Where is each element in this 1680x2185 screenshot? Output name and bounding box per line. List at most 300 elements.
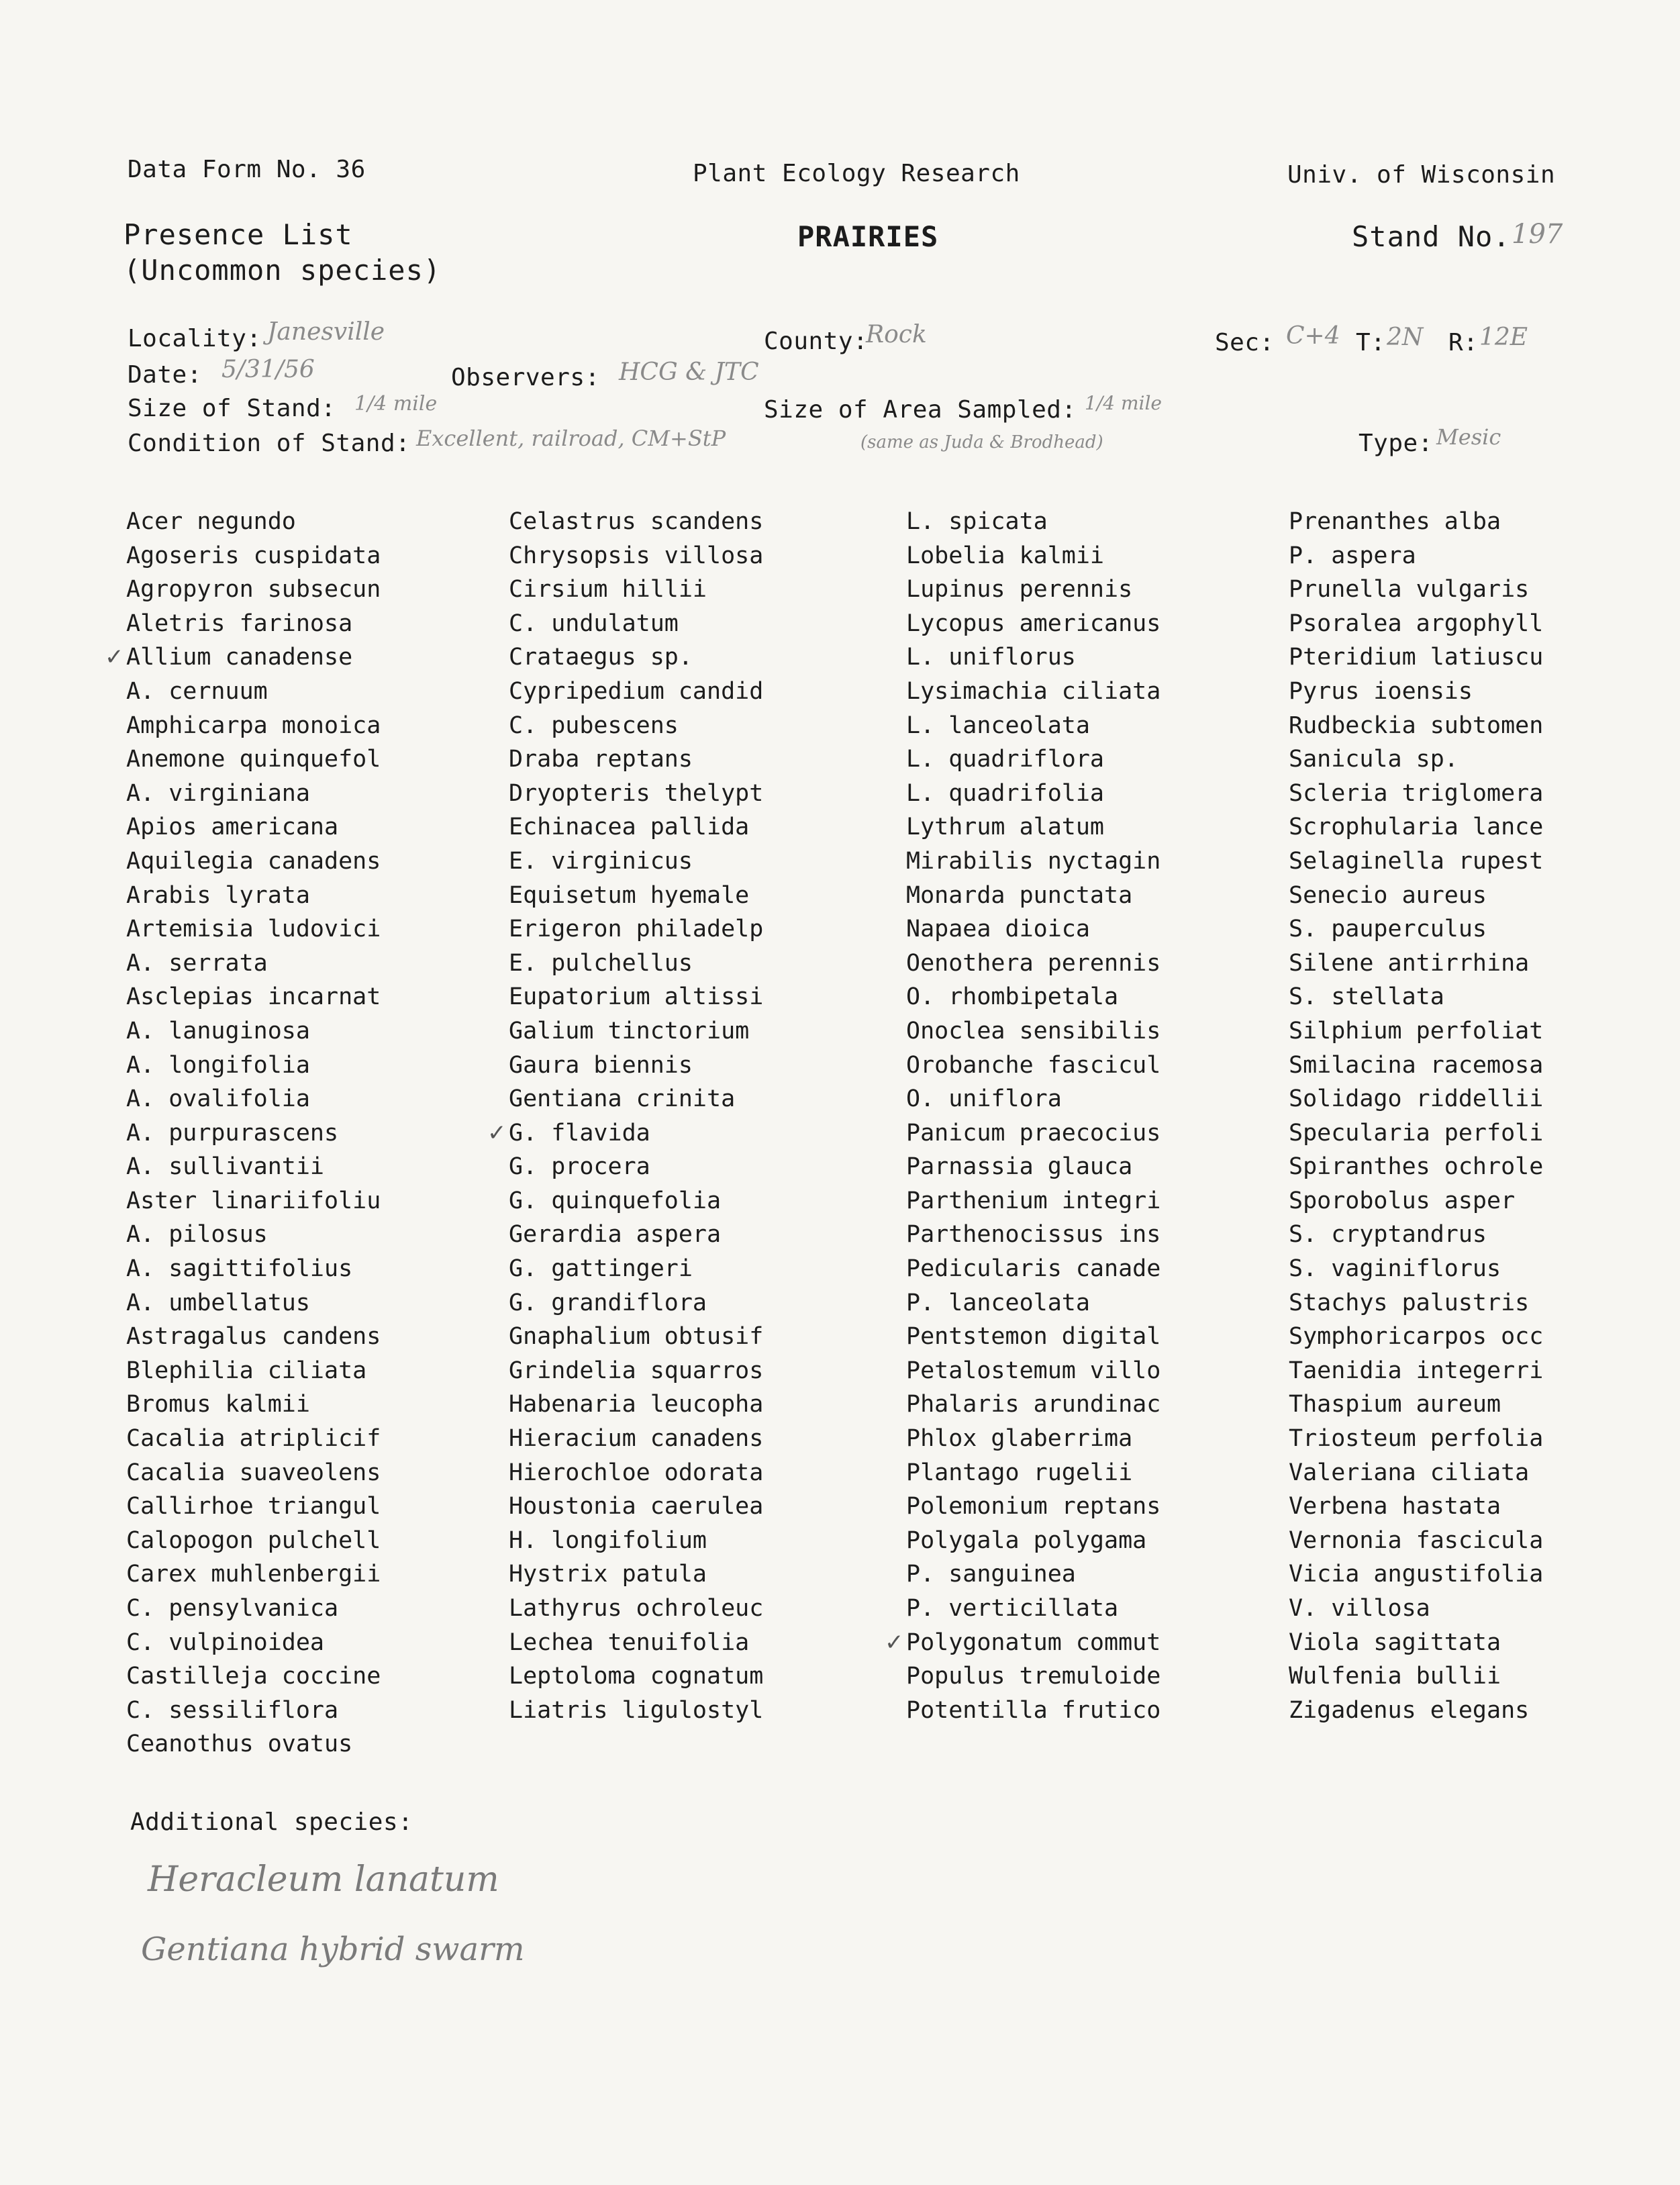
species-item (509, 980, 763, 1014)
observers-value: HCG & JTC (619, 358, 759, 386)
university: Univ. of Wisconsin (1287, 161, 1556, 189)
sec-label: Sec: (1215, 329, 1275, 356)
species-name: Carex muhlenbergii (126, 1561, 381, 1588)
species-name: Mirabilis nyctagin (906, 847, 1161, 875)
species-item (509, 1049, 763, 1083)
species-name: Artemisia ludovici (126, 916, 381, 943)
species-item (1289, 912, 1543, 946)
condition-value: Excellent, railroad, CM+StP (416, 426, 726, 451)
species-name: L. lanceolata (906, 712, 1090, 739)
r-value: 12E (1479, 324, 1528, 351)
species-name: Amphicarpa monoica (126, 712, 381, 739)
species-item (126, 1694, 381, 1728)
species-name: Polygonatum commut (906, 1629, 1161, 1656)
species-name: H. longifolium (509, 1526, 707, 1554)
species-name: V. villosa (1289, 1595, 1430, 1622)
condition-note: (same as Juda & Brodhead) (860, 432, 1103, 452)
species-item (509, 1354, 763, 1388)
additional-species-entry: Gentiana hybrid swarm (141, 1931, 525, 1968)
species-item (906, 1252, 1160, 1286)
species-name: Wulfenia bullii (1289, 1663, 1501, 1690)
species-name: Arabis lyrata (126, 881, 310, 909)
species-name: Monarda punctata (906, 881, 1133, 909)
species-item (509, 1014, 763, 1049)
species-item (1289, 1218, 1543, 1252)
species-item (509, 1456, 763, 1490)
condition-label: Condition of Stand: (128, 430, 411, 457)
species-item (126, 539, 381, 573)
species-name: Vernonia fascicula (1289, 1526, 1544, 1554)
species-item (509, 1659, 763, 1694)
species-name: Equisetum hyemale (509, 881, 750, 909)
species-name: Vicia angustifolia (1289, 1561, 1544, 1588)
species-item (126, 1592, 381, 1626)
type-label: Type: (1358, 430, 1433, 457)
species-name: C. pensylvanica (126, 1595, 339, 1622)
species-name: A. virginiana (126, 779, 310, 807)
species-name: Anemone quinquefol (126, 746, 381, 773)
species-item (509, 1557, 763, 1592)
species-item (1289, 1320, 1543, 1354)
species-name: G. gattingeri (509, 1255, 693, 1283)
species-name: Polygala polygama (906, 1526, 1147, 1554)
species-name: Solidago riddellii (1289, 1085, 1544, 1113)
species-name: Polemonium reptans (906, 1493, 1161, 1520)
type-value: Mesic (1436, 424, 1501, 450)
species-item (509, 1218, 763, 1252)
species-item (509, 1286, 763, 1320)
species-name: Pyrus ioensis (1289, 677, 1473, 705)
species-item (1289, 844, 1543, 879)
species-name: Draba reptans (509, 746, 693, 773)
species-item (906, 844, 1160, 879)
species-name: A. longifolia (126, 1051, 310, 1079)
species-item (906, 912, 1160, 946)
species-name: Lycopus americanus (906, 610, 1161, 637)
species-name: Parnassia glauca (906, 1153, 1133, 1181)
species-item (509, 810, 763, 844)
species-name: Astragalus candens (126, 1323, 381, 1351)
species-name: Lechea tenuifolia (509, 1629, 750, 1656)
t-value: 2N (1387, 324, 1424, 351)
species-name: S. pauperculus (1289, 916, 1487, 943)
species-item (1289, 1116, 1543, 1151)
species-name: O. rhombipetala (906, 983, 1119, 1011)
species-item (906, 1049, 1160, 1083)
species-item (906, 742, 1160, 777)
species-name: Erigeron philadelp (509, 916, 764, 943)
species-item (1289, 1456, 1543, 1490)
species-name: Triosteum perfolia (1289, 1425, 1544, 1453)
species-name: Asclepias incarnat (126, 983, 381, 1011)
species-item (509, 1082, 763, 1116)
species-item (906, 573, 1160, 607)
species-name: Lythrum alatum (906, 814, 1105, 841)
species-name: Echinacea pallida (509, 814, 750, 841)
species-item (126, 1252, 381, 1286)
species-item (1289, 879, 1543, 913)
species-item (126, 1150, 381, 1184)
species-item (1289, 810, 1543, 844)
species-item (126, 844, 381, 879)
species-item (509, 640, 763, 675)
species-item (509, 1524, 763, 1558)
date-value: 5/31/56 (221, 356, 315, 383)
species-item (105, 640, 381, 675)
species-name: L. quadriflora (906, 746, 1105, 773)
species-name: C. vulpinoidea (126, 1629, 325, 1656)
species-name: Phalaris arundinac (906, 1391, 1161, 1418)
species-name: Onoclea sensibilis (906, 1017, 1161, 1045)
species-name: Prenanthes alba (1289, 508, 1501, 535)
sec-value: C+4 (1286, 322, 1340, 350)
species-item (906, 640, 1160, 675)
species-item (126, 1524, 381, 1558)
species-name: Potentilla frutico (906, 1696, 1161, 1724)
species-name: Callirhoe triangul (126, 1493, 381, 1520)
species-name: L. quadrifolia (906, 779, 1105, 807)
species-item (126, 1218, 381, 1252)
species-name: Sanicula sp. (1289, 746, 1459, 773)
species-item (1289, 980, 1543, 1014)
species-name: P. sanguinea (906, 1561, 1076, 1588)
species-item (126, 1049, 381, 1083)
size-of-stand-label: Size of Stand: (128, 395, 336, 422)
species-name: O. uniflora (906, 1085, 1062, 1113)
species-item (509, 539, 763, 573)
species-name: A. ovalifolia (126, 1085, 310, 1113)
size-of-stand-value: 1/4 mile (354, 392, 438, 416)
species-name: Cirsium hillii (509, 576, 707, 603)
species-name: Cypripedium candid (509, 677, 764, 705)
species-name: Liatris ligulostyl (509, 1696, 764, 1724)
species-name: E. virginicus (509, 847, 693, 875)
species-item (126, 1456, 381, 1490)
species-name: Pedicularis canade (906, 1255, 1161, 1283)
species-name: A. pilosus (126, 1221, 268, 1249)
species-name: Cacalia suaveolens (126, 1459, 381, 1486)
habitat-title: PRAIRIES (797, 220, 939, 253)
species-name: S. vaginiflorus (1289, 1255, 1501, 1283)
species-item (906, 1659, 1160, 1694)
species-item (126, 1557, 381, 1592)
species-item (906, 1116, 1160, 1151)
species-item (509, 607, 763, 641)
species-item (1289, 1524, 1543, 1558)
species-item (509, 777, 763, 811)
species-name: Symphoricarpos occ (1289, 1323, 1544, 1351)
species-name: Ceanothus ovatus (126, 1731, 353, 1758)
species-item (906, 810, 1160, 844)
species-item (906, 1354, 1160, 1388)
species-name: G. grandiflora (509, 1289, 707, 1316)
species-name: C. pubescens (509, 712, 679, 739)
species-item (906, 777, 1160, 811)
species-item (509, 573, 763, 607)
species-name: Orobanche fascicul (906, 1051, 1161, 1079)
species-name: Smilacina racemosa (1289, 1051, 1544, 1079)
species-name: Acer negundo (126, 508, 296, 535)
species-name: Scleria triglomera (1289, 779, 1544, 807)
species-name: Hieracium canadens (509, 1425, 764, 1453)
species-item (1289, 505, 1543, 539)
species-item (1289, 1184, 1543, 1218)
observers-label: Observers: (451, 364, 600, 391)
species-name: Hystrix patula (509, 1561, 707, 1588)
species-name: Napaea dioica (906, 916, 1090, 943)
species-column-1 (105, 505, 381, 1761)
species-name: Parthenocissus ins (906, 1221, 1161, 1249)
checkmark-icon: ✓ (885, 1629, 904, 1656)
species-item (906, 946, 1160, 981)
species-column-4 (1289, 505, 1543, 1727)
species-name: Psoralea argophyll (1289, 610, 1544, 637)
species-item (126, 912, 381, 946)
species-name: C. sessiliflora (126, 1696, 339, 1724)
species-item (126, 573, 381, 607)
species-item (1289, 1049, 1543, 1083)
species-name: Galium tinctorium (509, 1017, 750, 1045)
species-item (509, 1388, 763, 1422)
species-name: Pentstemon digital (906, 1323, 1161, 1351)
species-name: Leptoloma cognatum (509, 1663, 764, 1690)
species-item (126, 946, 381, 981)
species-name: Sporobolus asper (1289, 1187, 1516, 1214)
species-column-3 (885, 505, 1161, 1727)
species-item (126, 675, 381, 709)
species-item (509, 946, 763, 981)
species-name: P. lanceolata (906, 1289, 1090, 1316)
species-name: Lysimachia ciliata (906, 677, 1161, 705)
species-item (509, 912, 763, 946)
species-name: Viola sagittata (1289, 1629, 1501, 1656)
species-item (509, 742, 763, 777)
species-name: Crataegus sp. (509, 644, 693, 671)
species-name: Silphium perfoliat (1289, 1017, 1544, 1045)
species-item (906, 1524, 1160, 1558)
species-item (906, 1014, 1160, 1049)
species-name: L. spicata (906, 508, 1048, 535)
species-item (509, 1694, 763, 1728)
species-item (1289, 1592, 1543, 1626)
species-item (509, 1422, 763, 1456)
locality-label: Locality: (128, 325, 262, 352)
county-value: Rock (866, 321, 927, 348)
species-item (885, 1626, 1161, 1660)
organization: Plant Ecology Research (693, 160, 1020, 187)
species-name: Houstonia caerulea (509, 1493, 764, 1520)
species-name: A. sullivantii (126, 1153, 325, 1181)
species-item (906, 1456, 1160, 1490)
species-item (509, 879, 763, 913)
species-name: C. undulatum (509, 610, 679, 637)
species-name: Stachys palustris (1289, 1289, 1530, 1316)
species-column-2 (487, 505, 764, 1727)
species-item (1289, 742, 1543, 777)
species-name: L. uniflorus (906, 644, 1076, 671)
species-item (126, 1422, 381, 1456)
list-title: Presence List (123, 218, 353, 251)
stand-number-value: 197 (1512, 219, 1563, 250)
list-subtitle: (Uncommon species) (123, 254, 442, 287)
species-name: Castilleja coccine (126, 1663, 381, 1690)
species-item (126, 777, 381, 811)
species-item (509, 1592, 763, 1626)
species-item (1289, 946, 1543, 981)
species-name: Oenothera perennis (906, 949, 1161, 977)
species-item (1289, 1490, 1543, 1524)
checkmark-icon: ✓ (105, 644, 124, 671)
species-item (906, 709, 1160, 743)
county-label: County: (764, 328, 869, 355)
species-name: Parthenium integri (906, 1187, 1161, 1214)
species-name: Apios americana (126, 814, 339, 841)
species-item (1289, 1388, 1543, 1422)
species-item (1289, 1286, 1543, 1320)
species-name: E. pulchellus (509, 949, 693, 977)
species-item (509, 675, 763, 709)
additional-species-label: Additional species: (130, 1808, 413, 1836)
species-item (1289, 1014, 1543, 1049)
species-item (1289, 1252, 1543, 1286)
species-name: Blephilia ciliata (126, 1357, 367, 1384)
species-item (509, 1626, 763, 1660)
species-item (1289, 777, 1543, 811)
species-name: Agropyron subsecun (126, 576, 381, 603)
species-item (906, 607, 1160, 641)
species-name: Populus tremuloide (906, 1663, 1161, 1690)
date-label: Date: (128, 361, 202, 389)
t-label: T: (1356, 329, 1386, 356)
r-label: R: (1448, 329, 1479, 356)
species-item (126, 1014, 381, 1049)
species-name: Chrysopsis villosa (509, 542, 764, 569)
species-name: Verbena hastata (1289, 1493, 1501, 1520)
species-item (126, 1727, 381, 1761)
size-of-area-value: 1/4 mile (1085, 392, 1162, 414)
species-item (1289, 573, 1543, 607)
species-item (126, 980, 381, 1014)
species-item (906, 980, 1160, 1014)
species-name: Allium canadense (126, 644, 353, 671)
species-item (1289, 1150, 1543, 1184)
species-item (509, 1184, 763, 1218)
locality-value: Janesville (267, 318, 385, 346)
species-name: Dryopteris thelypt (509, 779, 764, 807)
species-name: Rudbeckia subtomen (1289, 712, 1544, 739)
species-item (126, 742, 381, 777)
species-name: A. lanuginosa (126, 1017, 310, 1045)
species-item (1289, 1082, 1543, 1116)
species-item (126, 1286, 381, 1320)
species-item (126, 1116, 381, 1151)
species-item (126, 1320, 381, 1354)
species-item (906, 1150, 1160, 1184)
species-item (906, 675, 1160, 709)
species-item (126, 709, 381, 743)
species-item (126, 1659, 381, 1694)
species-item (1289, 1422, 1543, 1456)
species-item (126, 607, 381, 641)
species-name: Lobelia kalmii (906, 542, 1105, 569)
species-name: Gnaphalium obtusif (509, 1323, 764, 1351)
species-name: Gerardia aspera (509, 1221, 722, 1249)
species-item (906, 1082, 1160, 1116)
species-name: Calopogon pulchell (126, 1526, 381, 1554)
species-item (906, 1557, 1160, 1592)
species-item (509, 505, 763, 539)
species-name: A. sagittifolius (126, 1255, 353, 1283)
species-name: Taenidia integerri (1289, 1357, 1544, 1384)
species-item (1289, 675, 1543, 709)
species-item (906, 1184, 1160, 1218)
species-name: Eupatorium altissi (509, 983, 764, 1011)
species-name: S. stellata (1289, 983, 1444, 1011)
species-item (1289, 1354, 1543, 1388)
species-name: Senecio aureus (1289, 881, 1487, 909)
species-name: A. serrata (126, 949, 268, 977)
species-name: Aster linariifoliu (126, 1187, 381, 1214)
species-item (126, 505, 381, 539)
species-name: Pteridium latiuscu (1289, 644, 1544, 671)
species-name: A. cernuum (126, 677, 268, 705)
species-name: Plantago rugelii (906, 1459, 1133, 1486)
species-item (1289, 1626, 1543, 1660)
species-name: Petalostemum villo (906, 1357, 1161, 1384)
form-number: Data Form No. 36 (128, 156, 366, 183)
species-name: Phlox glaberrima (906, 1425, 1133, 1453)
species-item (1289, 539, 1543, 573)
species-name: Scrophularia lance (1289, 814, 1544, 841)
species-name: Zigadenus elegans (1289, 1696, 1530, 1724)
species-item (509, 709, 763, 743)
species-item (126, 879, 381, 913)
species-name: Selaginella rupest (1289, 847, 1544, 875)
species-name: Habenaria leucopha (509, 1391, 764, 1418)
species-item (487, 1116, 763, 1151)
species-name: Grindelia squarros (509, 1357, 764, 1384)
species-name: S. cryptandrus (1289, 1221, 1487, 1249)
species-item (509, 1150, 763, 1184)
species-name: Agoseris cuspidata (126, 542, 381, 569)
species-name: Aquilegia canadens (126, 847, 381, 875)
species-item (906, 1592, 1160, 1626)
species-item (509, 1320, 763, 1354)
species-name: Bromus kalmii (126, 1391, 310, 1418)
species-name: Prunella vulgaris (1289, 576, 1530, 603)
species-item (1289, 640, 1543, 675)
species-item (906, 1286, 1160, 1320)
species-name: Silene antirrhina (1289, 949, 1530, 977)
species-name: G. flavida (509, 1119, 650, 1147)
species-name: Lupinus perennis (906, 576, 1133, 603)
species-item (1289, 607, 1543, 641)
species-item (509, 844, 763, 879)
species-item (1289, 1557, 1543, 1592)
species-item (126, 810, 381, 844)
species-item (906, 1694, 1160, 1728)
species-name: A. purpurascens (126, 1119, 339, 1147)
species-name: A. umbellatus (126, 1289, 310, 1316)
species-name: G. procera (509, 1153, 650, 1181)
species-name: Panicum praecocius (906, 1119, 1161, 1147)
checkmark-icon: ✓ (487, 1119, 507, 1147)
species-name: Lathyrus ochroleuc (509, 1595, 764, 1622)
species-name: Gentiana crinita (509, 1085, 736, 1113)
species-item (1289, 709, 1543, 743)
species-item (509, 1252, 763, 1286)
species-item (126, 1626, 381, 1660)
